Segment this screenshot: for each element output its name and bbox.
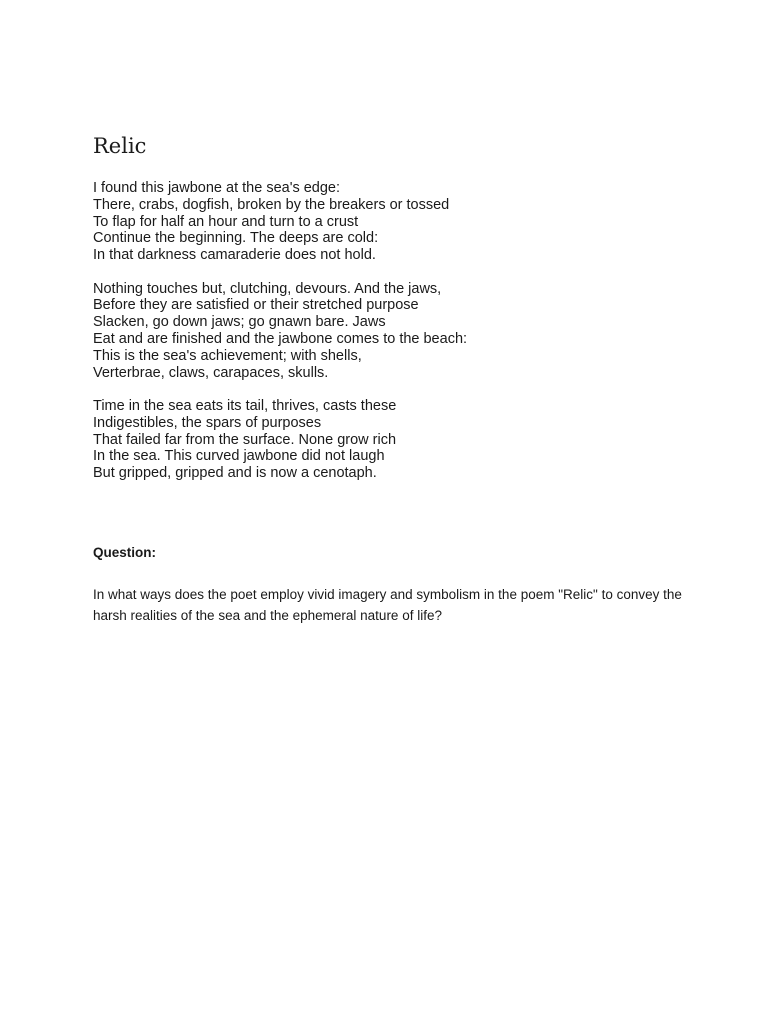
poem-line: In the sea. This curved jawbone did not laugh xyxy=(93,448,385,465)
poem-line: That failed far from the surface. None grow rich xyxy=(93,431,397,448)
poem-stanza-2 xyxy=(93,281,467,382)
poem-line: Nothing touches but, clutching, devours. And the jaws, xyxy=(93,280,442,297)
poem-line: Time in the sea eats its tail, thrives, casts these xyxy=(93,397,397,414)
poem-line: Before they are satisfied or their stretched purpose xyxy=(93,297,419,314)
poem-line: Indigestibles, the spars of purposes xyxy=(93,414,322,431)
poem-title: Relic xyxy=(93,134,147,158)
question-text: In what ways does the poet employ vivid imagery and symbolism in the poem "Relic" to convey the harsh realities of the sea and the ephemeral nature of life? xyxy=(93,587,682,623)
poem-line: Eat and are finished and the jawbone comes to the beach: xyxy=(93,330,468,347)
poem-stanza-3 xyxy=(93,398,467,482)
poem-line: Continue the beginning. The deeps are cold: xyxy=(93,230,379,247)
poem-line: But gripped, gripped and is now a cenotaph. xyxy=(93,465,377,482)
poem-stanza-1 xyxy=(93,180,467,264)
poem-body xyxy=(93,180,467,499)
poem-line: There, crabs, dogfish, broken by the breakers or tossed xyxy=(93,196,450,213)
poem-line: This is the sea's achievement; with shells, xyxy=(93,347,362,364)
poem-line: To flap for half an hour and turn to a crust xyxy=(93,213,359,230)
question-label: Question: xyxy=(93,545,156,560)
poem-line: I found this jawbone at the sea's edge: xyxy=(93,180,341,196)
poem-line: Verterbrae, claws, carapaces, skulls. xyxy=(93,364,329,381)
poem-line: Slacken, go down jaws; go gnawn bare. Jaws xyxy=(93,314,386,331)
poem-line: In that darkness camaraderie does not hold. xyxy=(93,247,376,264)
